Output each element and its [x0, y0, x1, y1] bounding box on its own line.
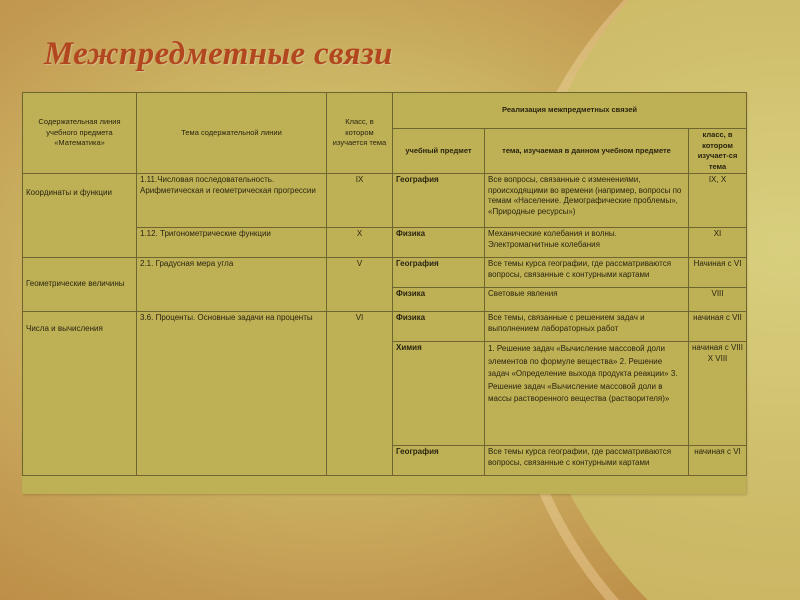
cell-subject-grade: XI [689, 228, 747, 258]
table-row [23, 312, 747, 342]
cell-grade: V [327, 258, 393, 312]
cell-topic: 2.1. Градусная мера угла [137, 258, 327, 312]
cell-subject-topic: Все темы курса географии, где рассматриваются вопросы, связанные с контурными картами [485, 446, 689, 476]
cell-subject: География [393, 258, 485, 288]
cell-subject-grade: VIII [689, 288, 747, 312]
cell-grade: VI [327, 312, 393, 476]
cell-subject-topic: Все темы курса географии, где рассматриваются вопросы, связанные с контурными картами [485, 258, 689, 288]
header-subject-grade: класс, в котором изучает-ся тема [689, 129, 747, 174]
cell-topic: 1.11.Числовая последовательность. Арифметическая и геометрическая прогрессии [137, 174, 327, 228]
cell-subject-topic: Механические колебания и волны. Электромагнитные колебания [485, 228, 689, 258]
cell-subject: Химия [393, 342, 485, 446]
cell-subject-topic: 1. Решение задач «Вычисление массовой доли элементов по формуле вещества» 2. Решение задач «Определение выхода продукта реакции» 3. Решение задач «Вычисление массовой доли в массы растворенного вещества (растворителя)» [485, 342, 689, 446]
cell-line: Геометрические величины [23, 258, 137, 312]
cell-line: Координаты и функции [23, 174, 137, 258]
cell-topic: 3.6. Проценты. Основные задачи на проценты [137, 312, 327, 476]
slide-title: Межпредметные связи [44, 36, 393, 72]
cell-subject-grade: начиная с VII [689, 312, 747, 342]
cell-subject-grade: IX, X [689, 174, 747, 228]
header-subject-topic: тема, изучаемая в данном учебном предмете [485, 129, 689, 174]
cell-subject: Физика [393, 228, 485, 258]
cell-grade: IX [327, 174, 393, 228]
header-subject: учебный предмет [393, 129, 485, 174]
links-table [22, 92, 747, 476]
cell-grade: X [327, 228, 393, 258]
header-realization: Реализация межпредметных связей [393, 93, 747, 129]
links-table-container [22, 92, 746, 494]
header-topic: Тема содержательной линии [137, 93, 327, 174]
header-grade: Класс, в котором изучается тема [327, 93, 393, 174]
cell-subject: Физика [393, 312, 485, 342]
cell-subject-topic: Световые явления [485, 288, 689, 312]
cell-line: Числа и вычисления [23, 312, 137, 476]
cell-subject-topic: Все темы, связанные с решением задач и выполнением лабораторных работ [485, 312, 689, 342]
cell-subject-grade: начиная с VI [689, 446, 747, 476]
cell-subject: География [393, 446, 485, 476]
cell-subject: География [393, 174, 485, 228]
cell-subject-topic: Все вопросы, связанные с изменениями, происходящими во времени (например, вопросы по темам «Население. Демографические проблемы», «Природные ресурсы») [485, 174, 689, 228]
cell-topic: 1.12. Тригонометрические функции [137, 228, 327, 258]
cell-subject-grade: Начиная с VI [689, 258, 747, 288]
header-line: Содержательная линия учебного предмета «Математика» [23, 93, 137, 174]
table-row [23, 258, 747, 288]
cell-subject: Физика [393, 288, 485, 312]
table-row [23, 174, 747, 228]
cell-subject-grade: начиная с VIII X VIII [689, 342, 747, 446]
